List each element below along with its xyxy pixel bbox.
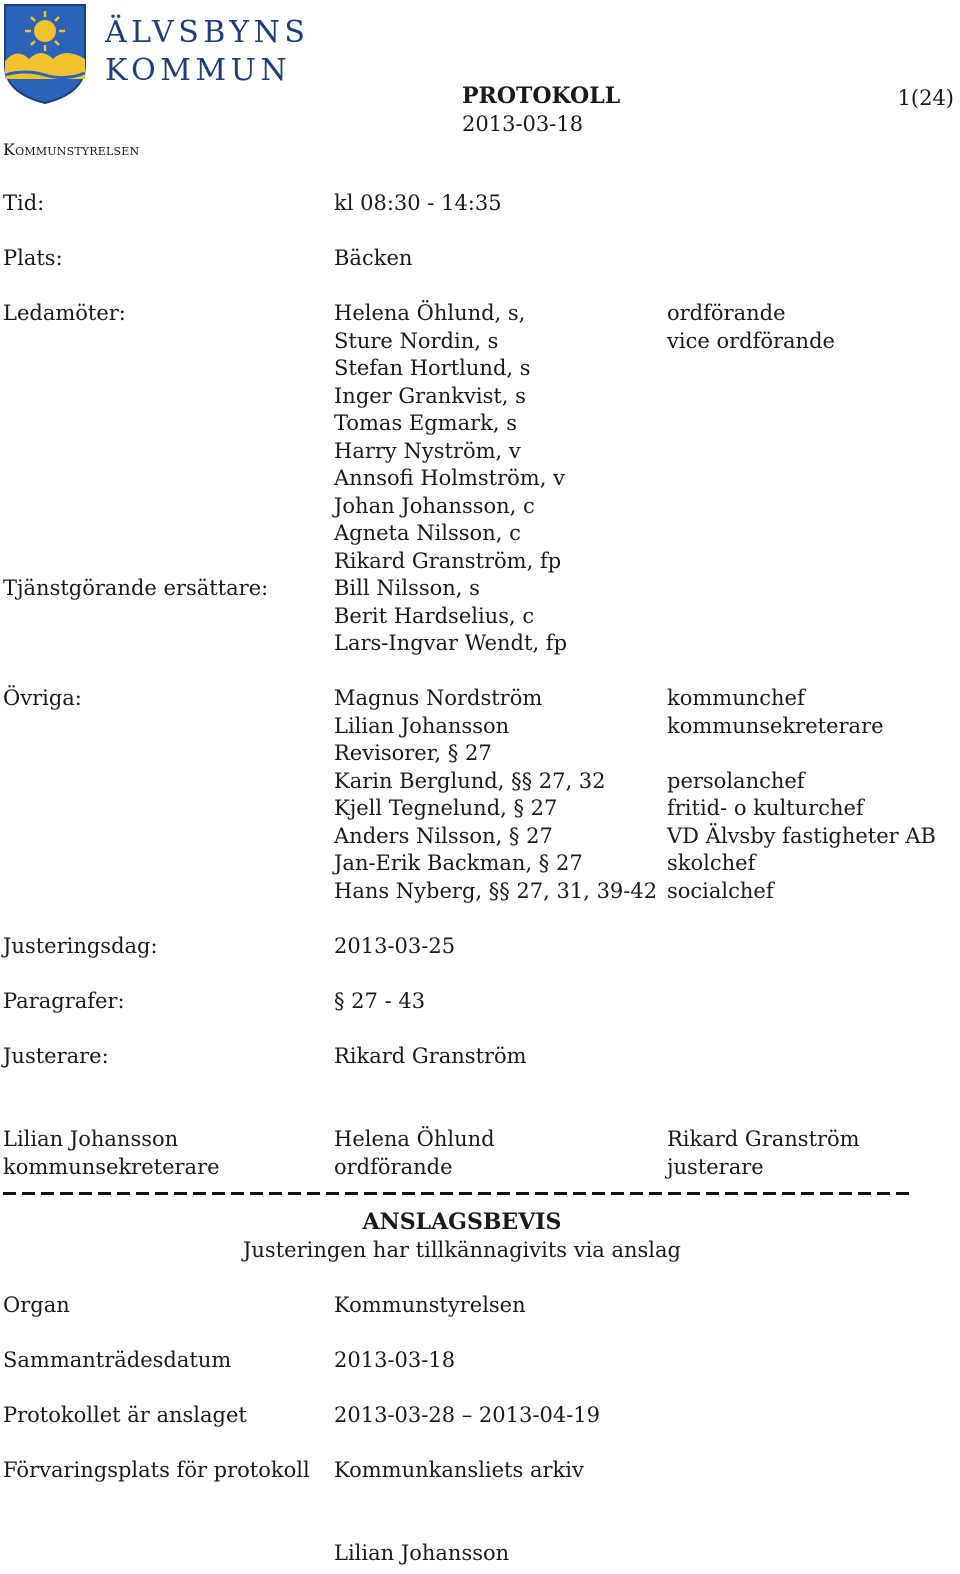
role-item: ordförande	[667, 301, 786, 325]
justerare-value: Rikard Granström	[334, 1044, 527, 1068]
list-item: Stefan Hortlund, s	[334, 356, 531, 380]
list-item: Berit Hardselius, c	[334, 603, 535, 628]
tid-label: Tid:	[3, 191, 45, 215]
tjanstgorande-label: Tjänstgörande ersättare:	[3, 576, 269, 600]
sammantradesdatum-label: Sammanträdesdatum	[3, 1348, 232, 1372]
list-item: Agneta Nilsson, c	[334, 521, 521, 545]
list-item: Helena Öhlund, s,	[334, 301, 526, 325]
list-item: Lilian Johansson	[334, 713, 510, 738]
list-item: Sture Nordin, s	[334, 328, 499, 353]
role-item: fritid- o kulturchef	[667, 796, 864, 820]
justerare-label: Justerare:	[3, 1044, 109, 1068]
list-item: Bill Nilsson, s	[334, 576, 480, 600]
paragrafer-label: Paragrafer:	[3, 989, 125, 1013]
anslaget-value: 2013-03-28 – 2013-04-19	[334, 1403, 601, 1427]
document-date: 2013-03-18	[462, 112, 584, 136]
signature-adjuster	[667, 1126, 860, 1181]
role-item: kommunsekreterare	[667, 713, 884, 738]
role-item: VD Älvsby fastigheter AB	[667, 823, 936, 848]
signature-name: Lilian Johansson	[3, 1127, 179, 1151]
role-item: vice ordförande	[667, 328, 835, 353]
others-roles	[667, 685, 936, 905]
document-type: PROTOKOLL	[462, 83, 621, 109]
dashed-divider	[3, 1192, 915, 1195]
justeringsdag-label: Justeringsdag:	[3, 934, 158, 958]
forvaringsplats-value: Kommunkansliets arkiv	[334, 1458, 584, 1482]
tid-value: kl 08:30 - 14:35	[334, 191, 502, 215]
anslag-signer: Lilian Johansson	[334, 1541, 510, 1565]
justeringsdag-value: 2013-03-25	[334, 934, 456, 958]
ovriga-label: Övriga:	[3, 686, 82, 710]
role-item: socialchef	[667, 878, 774, 903]
page-number: 1(24)	[897, 86, 954, 110]
brand-line-2: KOMMUN	[105, 53, 292, 88]
forvaringsplats-label: Förvaringsplats för protokoll	[3, 1458, 310, 1482]
municipality-coat-of-arms-icon	[3, 3, 87, 105]
role-item: kommunchef	[667, 686, 805, 710]
members-roles	[667, 300, 835, 355]
anslagsbevis-subtitle: Justeringen har tillkännagivits via anslag	[242, 1238, 681, 1262]
anslagsbevis-title: ANSLAGSBEVIS	[362, 1209, 562, 1235]
role-item: skolchef	[667, 851, 756, 875]
members-list	[334, 300, 567, 658]
others-list	[334, 685, 657, 905]
ledamoter-label: Ledamöter:	[3, 301, 126, 325]
list-item: Lars-Ingvar Wendt, fp	[334, 631, 568, 655]
role-item: persolanchef	[667, 768, 805, 793]
list-item: Inger Grankvist, s	[334, 383, 526, 408]
list-item: Magnus Nordström	[334, 686, 543, 710]
list-item: Annsofi Holmström, v	[334, 466, 565, 490]
sammantradesdatum-value: 2013-03-18	[334, 1348, 456, 1372]
list-item: Anders Nilsson, § 27	[334, 823, 553, 848]
paragrafer-value: § 27 - 43	[334, 989, 426, 1013]
list-item: Revisorer, § 27	[334, 741, 492, 765]
signature-role: ordförande	[334, 1154, 453, 1179]
brand-line-1: ÄLVSBYNS	[105, 15, 310, 50]
anslaget-label: Protokollet är anslaget	[3, 1403, 247, 1427]
list-item: Harry Nyström, v	[334, 438, 521, 463]
list-item: Rikard Granström, fp	[334, 548, 562, 573]
signature-name: Helena Öhlund	[334, 1127, 495, 1151]
organ-value: Kommunstyrelsen	[334, 1293, 526, 1317]
list-item: Karin Berglund, §§ 27, 32	[334, 768, 606, 793]
signature-secretary	[3, 1126, 220, 1181]
organ-label: Organ	[3, 1293, 70, 1317]
signature-role: kommunsekreterare	[3, 1154, 220, 1179]
municipality-name	[105, 14, 309, 90]
plats-label: Plats:	[3, 246, 63, 270]
plats-value: Bäcken	[334, 246, 413, 270]
list-item: Johan Johansson, c	[334, 493, 535, 518]
list-item: Kjell Tegnelund, § 27	[334, 796, 558, 820]
list-item: Hans Nyberg, §§ 27, 31, 39-42	[334, 878, 658, 903]
department-name: Kommunstyrelsen	[3, 140, 140, 159]
signature-chair	[334, 1126, 495, 1181]
list-item: Jan-Erik Backman, § 27	[334, 851, 583, 875]
role-item	[667, 740, 936, 768]
signature-name: Rikard Granström	[667, 1127, 860, 1151]
list-item: Tomas Egmark, s	[334, 411, 518, 435]
signature-role: justerare	[667, 1154, 764, 1179]
